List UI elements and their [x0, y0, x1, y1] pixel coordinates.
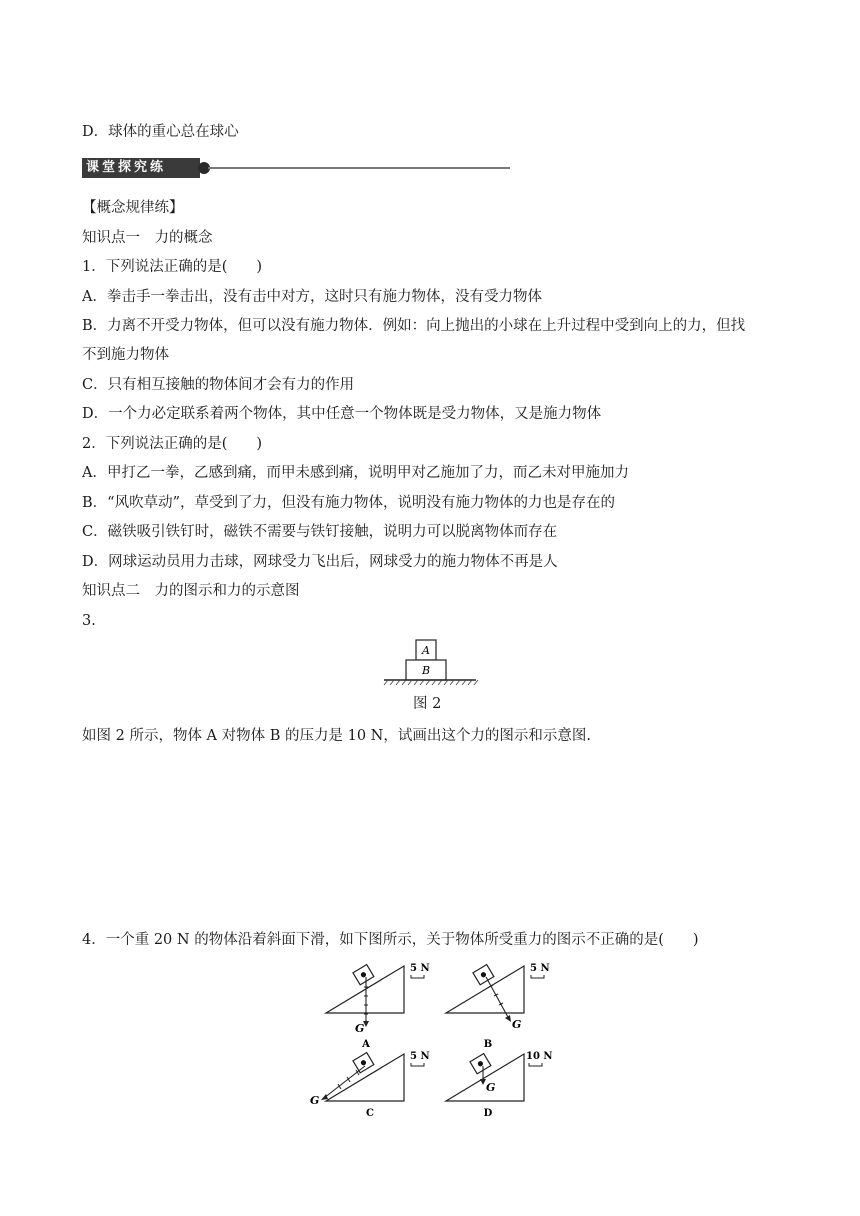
section-banner-label: 课堂探究练 [82, 158, 200, 178]
question-1-option-a: A．拳击手一拳击出，没有击中对方，这时只有施力物体，没有受力物体 [82, 289, 542, 305]
option-d-prev: D．球体的重心总在球心 [82, 124, 239, 140]
incline-option-b [446, 963, 550, 1050]
force-label-c: G [310, 1094, 320, 1107]
figure-4-inclines [300, 958, 570, 1118]
option-letter-d: D [483, 1108, 493, 1118]
scale-label-a: 5 N [410, 963, 430, 974]
question-2-option-d: D．网球运动员用力击球，网球受力飞出后，网球受力的施力物体不再是人 [82, 554, 558, 570]
banner-rule [208, 167, 510, 169]
incline-option-c [310, 1051, 430, 1118]
option-letter-b: B [483, 1039, 493, 1050]
option-letter-a: A [362, 1039, 370, 1050]
question-4-stem: 4．一个重 20 N 的物体沿着斜面下滑，如下图所示，关于物体所受重力的图示不正确的是( ) [82, 932, 699, 948]
force-label-d: G [486, 1081, 496, 1094]
question-3-number: 3. [82, 613, 96, 629]
question-1-option-b-cont: 不到施力物体 [82, 347, 169, 363]
incline-option-d [446, 1051, 553, 1118]
question-2-stem: 2．下列说法正确的是( ) [82, 436, 263, 452]
question-1-stem: 1．下列说法正确的是( ) [82, 259, 263, 275]
question-3-stem: 如图 2 所示，物体 A 对物体 B 的压力是 10 N，试画出这个力的图示和示意图. [82, 728, 591, 744]
knowledge-point-2: 知识点二 力的图示和力的示意图 [82, 583, 300, 599]
question-2-option-b: B．“风吹草动”，草受到了力，但没有施力物体，说明没有施力物体的力也是存在的 [82, 495, 615, 511]
question-2-option-a: A．甲打乙一拳，乙感到痛，而甲未感到痛，说明甲对乙施加了力，而乙未对甲施加力 [82, 465, 629, 481]
force-label-b: G [512, 1018, 522, 1031]
block-a-label: A [422, 644, 430, 657]
knowledge-point-1: 知识点一 力的概念 [82, 230, 213, 246]
force-label-a: G [355, 1022, 365, 1035]
figure-2-caption: 图 2 [413, 696, 442, 712]
question-1-option-d: D．一个力必定联系着两个物体，其中任意一个物体既是受力物体，又是施力物体 [82, 406, 602, 422]
scale-label-c: 5 N [410, 1051, 430, 1062]
incline-option-a [326, 963, 430, 1050]
figure-2-blocks [380, 638, 480, 688]
ground-hatch [384, 680, 478, 685]
option-letter-c: C [366, 1108, 374, 1118]
scale-label-b: 5 N [530, 963, 550, 974]
scale-label-d: 10 N [526, 1051, 553, 1062]
question-1-option-c: C．只有相互接触的物体间才会有力的作用 [82, 377, 355, 393]
question-1-option-b: B．力离不开受力物体，但可以没有施力物体．例如：向上抛出的小球在上升过程中受到向上的力，但找 [82, 318, 746, 334]
section-heading: 【概念规律练】 [82, 200, 184, 216]
block-b-label: B [421, 664, 431, 677]
question-2-option-c: C．磁铁吸引铁钉时，磁铁不需要与铁钉接触，说明力可以脱离物体而存在 [82, 524, 558, 540]
